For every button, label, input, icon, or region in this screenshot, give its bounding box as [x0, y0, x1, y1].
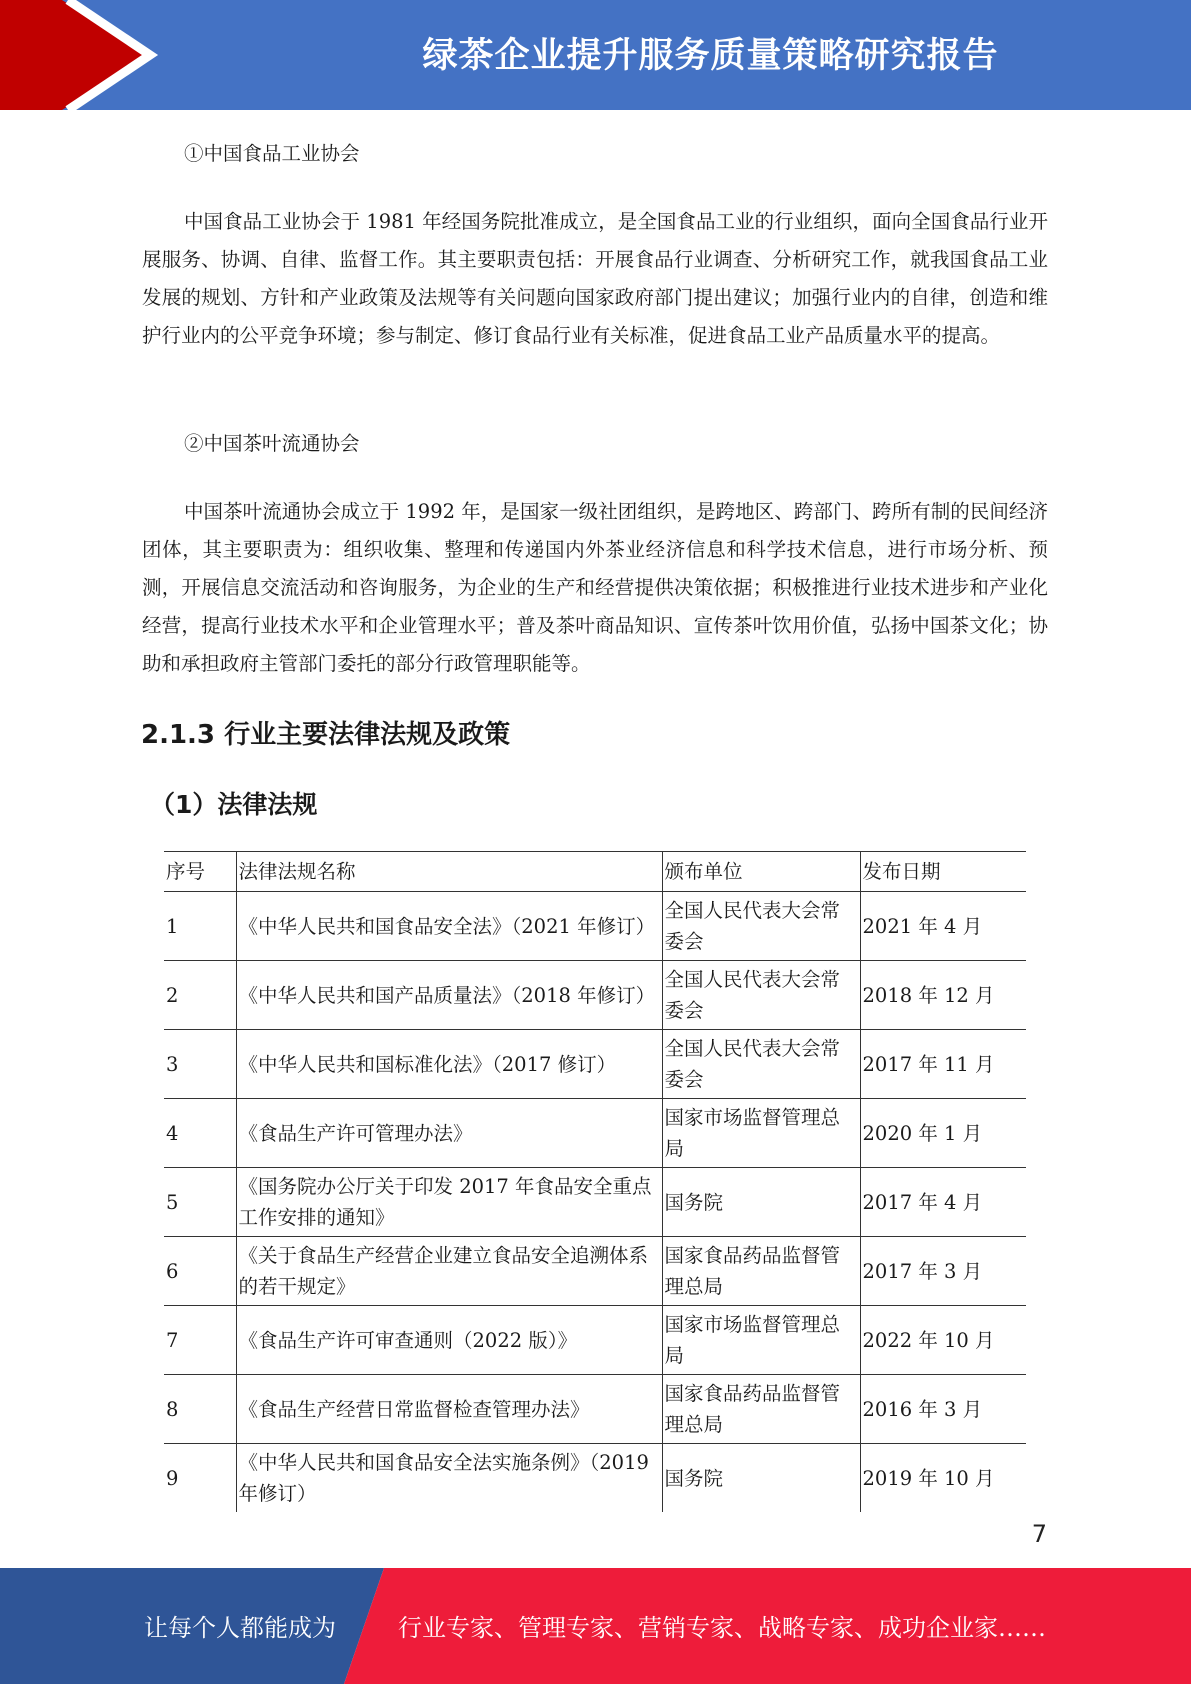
subsection-heading-laws: （1）法律法规 [150, 790, 318, 819]
item1-body: 中国食品工业协会于 1981 年经国务院批准成立，是全国食品工业的行业组织，面向全国食品行业开展服务、协调、自律、监督工作。其主要职责包括：开展食品行业调查、分析研究工作，就我国食品工业发展的规划、方针和产业政策及法规等有关问题向国家政府部门提出建议；加强行业内的自律，创造和维护行业内的公平竞争环境；参与制定、修订食品行业有关标准，促进食品工业产品质量水平的提高。 [142, 210, 1048, 347]
page-header [0, 0, 1191, 110]
table-row [164, 1099, 1026, 1168]
table-row [164, 1030, 1026, 1099]
section-heading-2-1-3: 2.1.3 行业主要法律法规及政策 [141, 720, 511, 750]
table-header-row [164, 852, 1026, 892]
table-row [164, 892, 1026, 961]
cell-date: 2020 年 1 月 [860, 1099, 1026, 1168]
cell-date: 2017 年 11 月 [860, 1030, 1026, 1099]
cell-date: 2018 年 12 月 [860, 961, 1026, 1030]
table-row [164, 1375, 1026, 1444]
cell-index: 3 [164, 1030, 236, 1099]
cell-law-name: 《中华人民共和国产品质量法》（2018 年修订） [236, 961, 662, 1030]
table-row [164, 1237, 1026, 1306]
header-title: 绿茶企业提升服务质量策略研究报告 [422, 36, 999, 76]
cell-issuer: 国务院 [662, 1168, 860, 1237]
footer-slogan-left: 让每个人都能成为 [144, 1614, 336, 1642]
cell-law-name: 《中华人民共和国食品安全法实施条例》（2019 年修订） [236, 1444, 662, 1513]
cell-index: 1 [164, 892, 236, 961]
cell-issuer: 全国人民代表大会常委会 [662, 1030, 860, 1099]
cell-index: 8 [164, 1375, 236, 1444]
cell-index: 2 [164, 961, 236, 1030]
header-date: 发布日期 [860, 852, 1026, 892]
cell-date: 2017 年 3 月 [860, 1237, 1026, 1306]
footer-slogan-right: 行业专家、管理专家、营销专家、战略专家、成功企业家…… [398, 1614, 1046, 1642]
cell-issuer: 国家市场监督管理总局 [662, 1099, 860, 1168]
cell-issuer: 国家食品药品监督管理总局 [662, 1375, 860, 1444]
cell-date: 2022 年 10 月 [860, 1306, 1026, 1375]
cell-index: 5 [164, 1168, 236, 1237]
cell-date: 2021 年 4 月 [860, 892, 1026, 961]
cell-date: 2016 年 3 月 [860, 1375, 1026, 1444]
table-row [164, 961, 1026, 1030]
cell-issuer: 国务院 [662, 1444, 860, 1513]
cell-issuer: 国家食品药品监督管理总局 [662, 1237, 860, 1306]
item2-body: 中国茶叶流通协会成立于 1992 年，是国家一级社团组织，是跨地区、跨部门、跨所有制的民间经济团体，其主要职责为：组织收集、整理和传递国内外茶业经济信息和科学技术信息，进行市场分析、预测，开展信息交流活动和咨询服务，为企业的生产和经营提供决策依据；积极推进行业技术进步和产业化经营，提高行业技术水平和企业管理水平；普及茶叶商品知识、宣传茶叶饮用价值，弘扬中国茶文化；协助和承担政府主管部门委托的部分行政管理职能等。 [142, 500, 1048, 675]
cell-law-name: 《关于食品生产经营企业建立食品安全追溯体系的若干规定》 [236, 1237, 662, 1306]
cell-index: 4 [164, 1099, 236, 1168]
page-footer [0, 1568, 1191, 1684]
cell-index: 6 [164, 1237, 236, 1306]
laws-table [164, 851, 1026, 1512]
cell-law-name: 《食品生产许可管理办法》 [236, 1099, 662, 1168]
page-number: 7 [1031, 1520, 1047, 1548]
item1-title: ①中国食品工业协会 [184, 142, 360, 165]
cell-issuer: 国家市场监督管理总局 [662, 1306, 860, 1375]
cell-law-name: 《食品生产经营日常监督检查管理办法》 [236, 1375, 662, 1444]
cell-index: 9 [164, 1444, 236, 1513]
cell-index: 7 [164, 1306, 236, 1375]
cell-law-name: 《中华人民共和国食品安全法》（2021 年修订） [236, 892, 662, 961]
item2-title: ②中国茶叶流通协会 [184, 432, 360, 455]
cell-law-name: 《食品生产许可审查通则（2022 版）》 [236, 1306, 662, 1375]
header-law-name: 法律法规名称 [236, 852, 662, 892]
cell-law-name: 《中华人民共和国标准化法》（2017 修订） [236, 1030, 662, 1099]
cell-issuer: 全国人民代表大会常委会 [662, 961, 860, 1030]
header-issuer: 颁布单位 [662, 852, 860, 892]
table-row [164, 1168, 1026, 1237]
header-index: 序号 [164, 852, 236, 892]
table-row [164, 1444, 1026, 1513]
table-row [164, 1306, 1026, 1375]
cell-law-name: 《国务院办公厅关于印发 2017 年食品安全重点工作安排的通知》 [236, 1168, 662, 1237]
cell-date: 2017 年 4 月 [860, 1168, 1026, 1237]
cell-date: 2019 年 10 月 [860, 1444, 1026, 1513]
cell-issuer: 全国人民代表大会常委会 [662, 892, 860, 961]
